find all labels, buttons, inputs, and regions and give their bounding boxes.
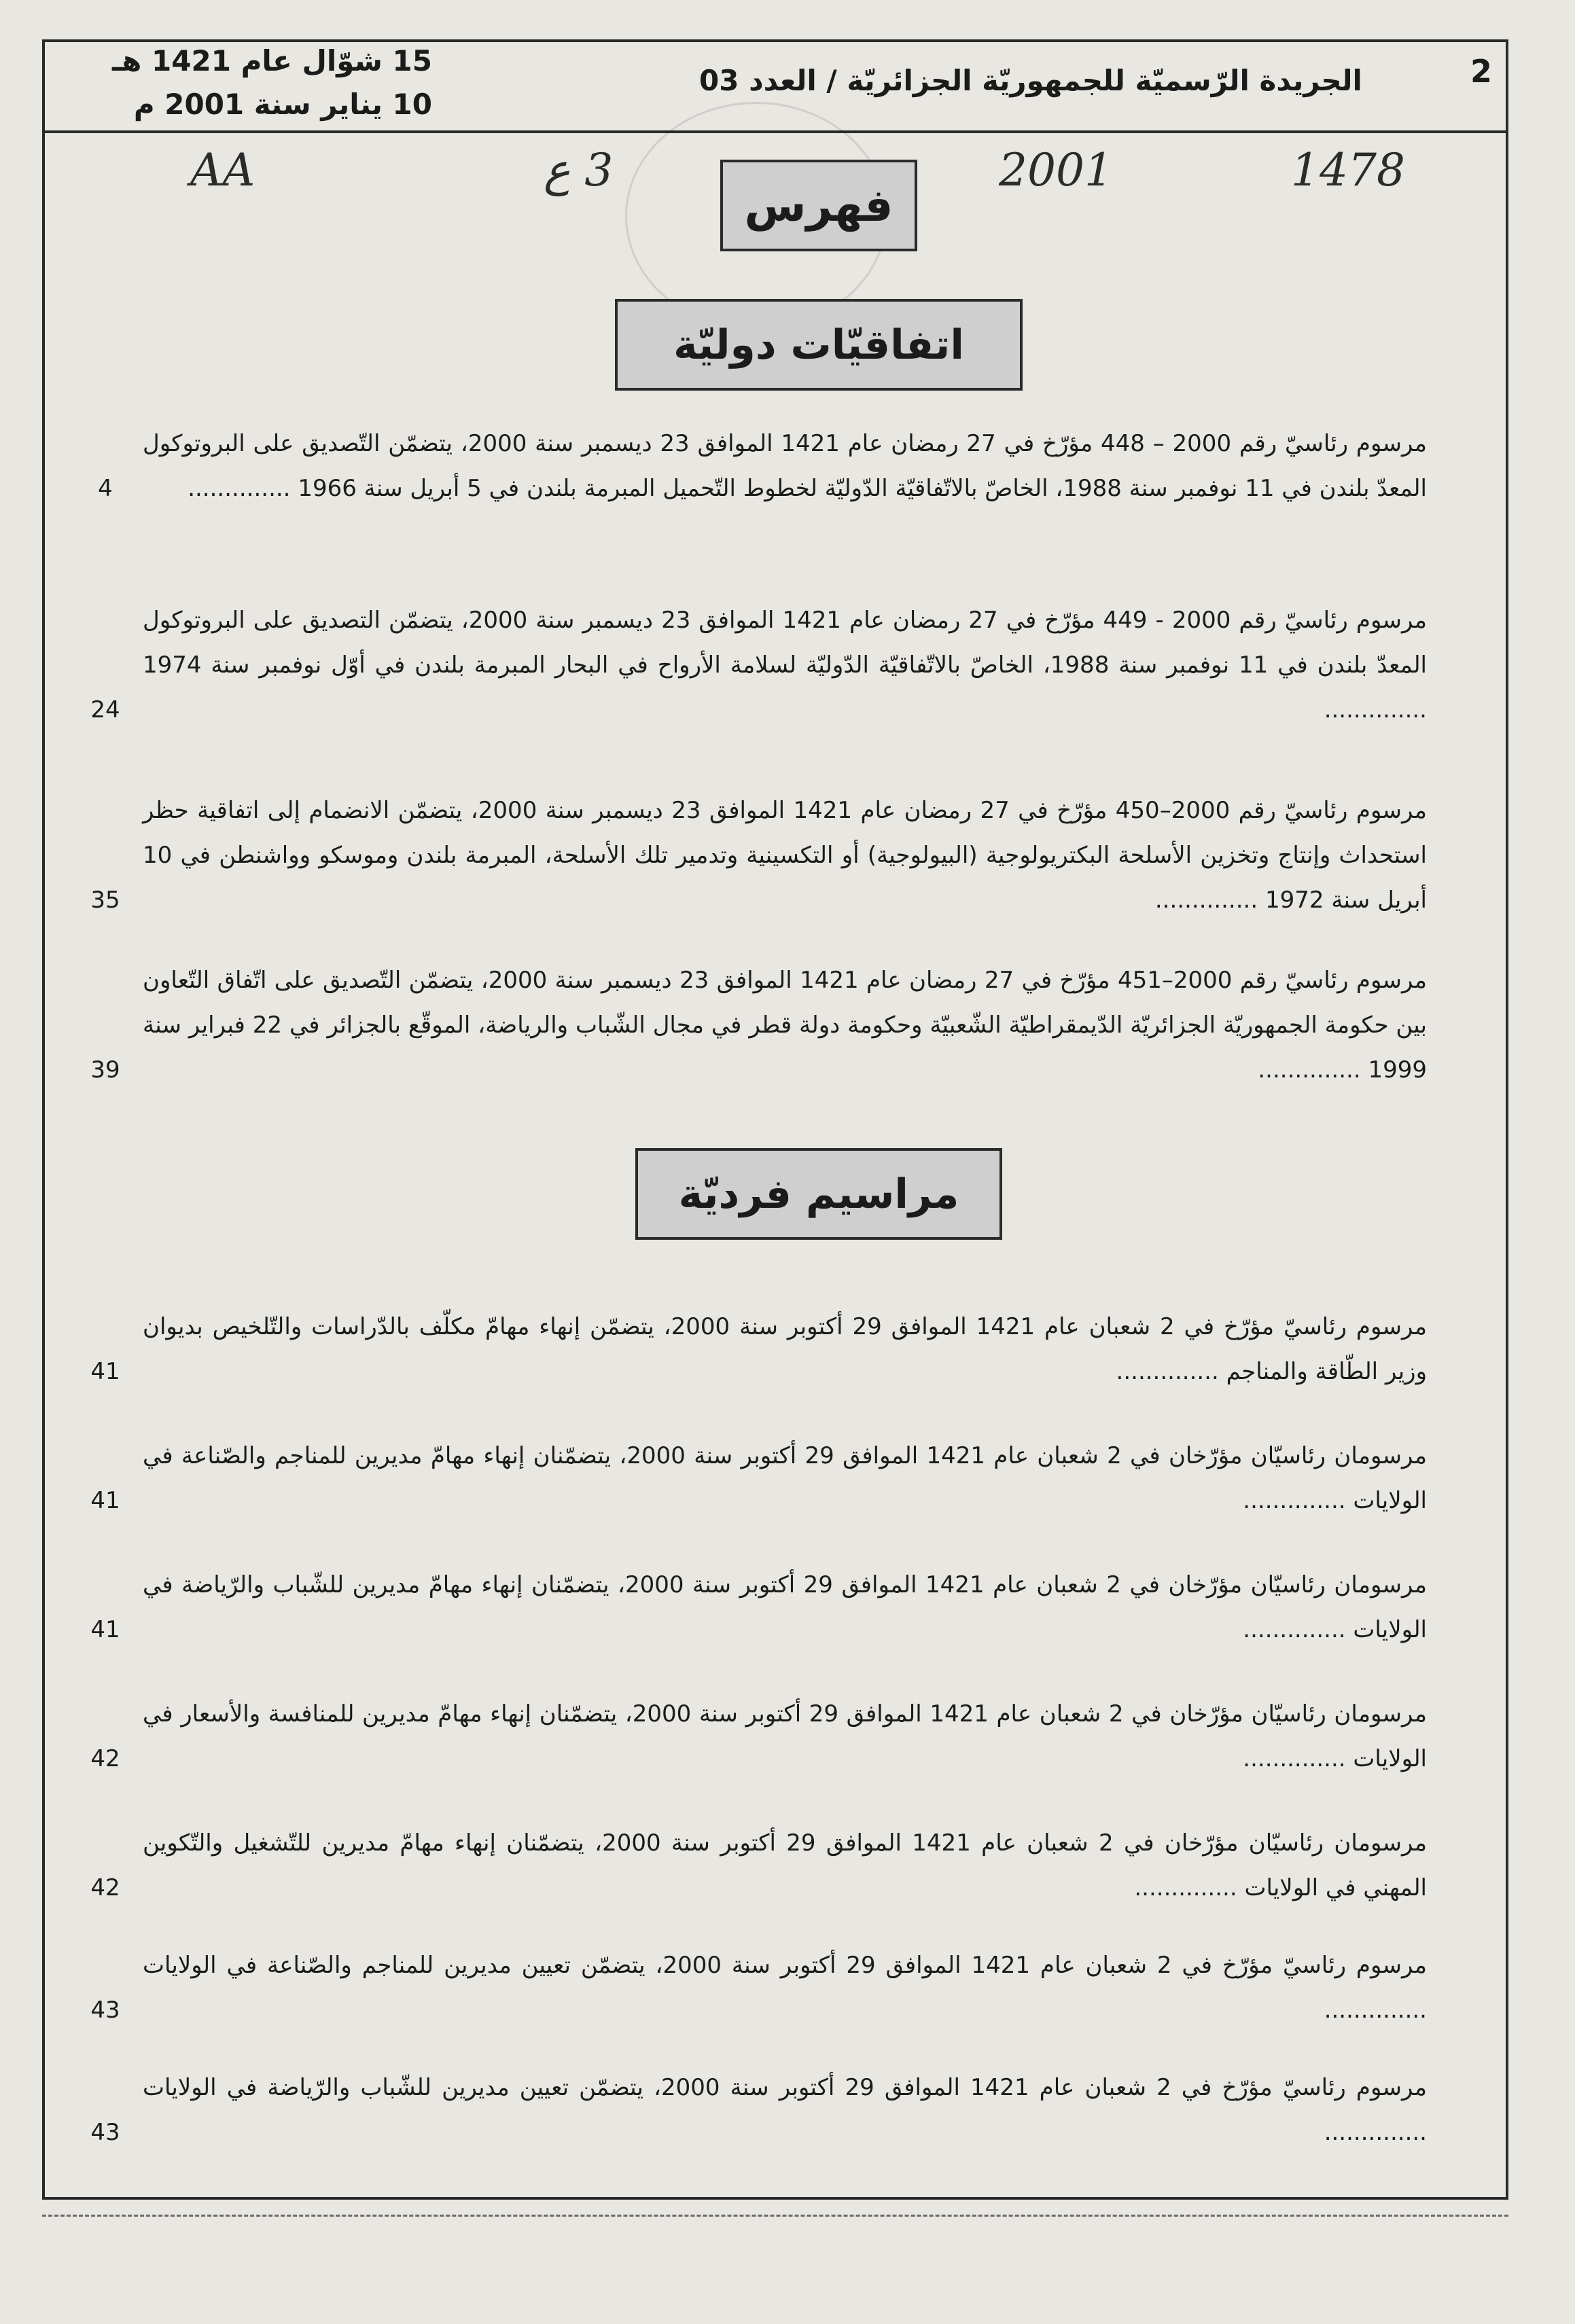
toc-entry[interactable] [61, 2065, 1427, 2155]
hijri-date: 15 شوّال عام 1421 هـ [111, 44, 432, 77]
toc-entry-page: 43 [90, 2119, 120, 2146]
toc-entry[interactable] [61, 1433, 1427, 1523]
toc-entry-page: 42 [90, 1745, 120, 1772]
toc-entry-page: 43 [90, 1997, 120, 2024]
toc-entry-page: 41 [90, 1487, 120, 1514]
handwritten-initials: AA [190, 144, 255, 196]
toc-entry[interactable] [61, 788, 1427, 923]
toc-entry-page: 41 [90, 1358, 120, 1385]
toc-entry-text: مرسوم رئاسيّ رقم 2000–451 مؤرّخ في 27 رمضان عام 1421 الموافق 23 ديسمبر سنة 2000، يتضمّن التّصديق على اتّفاق التّعاون بين حكومة الجمهوريّة الجزائريّة الدّيمقراطيّة الشّعبيّة وحكومة دولة قطر في مجال الشّباب والرياضة، الموقّع بالجزائر في 22 فبراير سنة 1999 .............. [143, 967, 1427, 1084]
handwritten-note: 3 ع [544, 144, 614, 196]
toc-entry-text: مرسوم رئاسيّ رقم 2000–450 مؤرّخ في 27 رمضان عام 1421 الموافق 23 ديسمبر سنة 2000، يتضمّن الانضمام إلى اتفاقية حظر استحداث وإنتاج وتخزين الأسلحة البكتريولوجية (البيولوجية) أو التكسينية وتدمير تلك الأسلحة، المبرمة بلندن وموسكو وواشنطن في 10 أبريل سنة 1972 .............. [143, 797, 1427, 914]
toc-entry-text: مرسومان رئاسيّان مؤرّخان في 2 شعبان عام 1421 الموافق 29 أكتوبر سنة 2000، يتضمّنان إنهاء مهامّ مديرين للشّباب والرّياضة في الولايات .............. [143, 1571, 1427, 1643]
toc-entry[interactable] [61, 1943, 1427, 2033]
toc-entry-page: 42 [90, 1874, 120, 1901]
page-number: 2 [1470, 53, 1492, 90]
toc-entry-page: 4 [98, 475, 113, 502]
toc-entry-text: مرسومان رئاسيّان مؤرّخان في 2 شعبان عام 1421 الموافق 29 أكتوبر سنة 2000، يتضمّنان إنهاء مهامّ مديرين للمناجم والصّناعة في الولايات .............. [143, 1442, 1427, 1514]
toc-entry[interactable] [61, 958, 1427, 1092]
toc-entry-text: مرسومان رئاسيّان مؤرّخان في 2 شعبان عام 1421 الموافق 29 أكتوبر سنة 2000، يتضمّنان إنهاء مهامّ مديرين للتّشغيل والتّكوين المهني في الولايات .............. [143, 1829, 1427, 1901]
gregorian-date: 10 يناير سنة 2001 م [133, 88, 432, 121]
toc-entry[interactable] [61, 1304, 1427, 1394]
toc-entry-text: مرسوم رئاسيّ مؤرّخ في 2 شعبان عام 1421 الموافق 29 أكتوبر سنة 2000، يتضمّن تعيين مديرين للمناجم والصّناعة في الولايات .............. [143, 1952, 1427, 2024]
header-dates [52, 39, 432, 126]
toc-entry-text: مرسومان رئاسيّان مؤرّخان في 2 شعبان عام 1421 الموافق 29 أكتوبر سنة 2000، يتضمّنان إنهاء مهامّ مديرين للمنافسة والأسعار في الولايات .............. [143, 1700, 1427, 1772]
handwritten-ref: 1478 [1291, 144, 1405, 196]
toc-entry-page: 35 [90, 887, 120, 914]
journal-title: الجريدة الرّسميّة للجمهوريّة الجزائريّة / العدد 03 [699, 64, 1362, 97]
toc-entry-text: مرسوم رئاسيّ رقم 2000 - 449 مؤرّخ في 27 رمضان عام 1421 الموافق 23 ديسمبر سنة 2000، يتضمّن التصديق على البروتوكول المعدّ بلندن في 11 نوفمبر سنة 1988، الخاصّ بالاتّفاقيّة الدّوليّة لسلامة الأرواح في البحار المبرمة بلندن في أوّل نوفمبر سنة 1974 .............. [143, 607, 1427, 723]
toc-entry-text: مرسوم رئاسيّ مؤرّخ في 2 شعبان عام 1421 الموافق 29 أكتوبر سنة 2000، يتضمّن تعيين مديرين للشّباب والرّياضة في الولايات .............. [143, 2074, 1427, 2146]
toc-entry[interactable] [61, 1562, 1427, 1652]
section-title-international: اتفاقيّات دوليّة [615, 299, 1023, 391]
toc-entry[interactable] [61, 1821, 1427, 1910]
toc-entry-page: 41 [90, 1616, 120, 1643]
toc-entry[interactable] [61, 598, 1427, 732]
toc-entry-page: 24 [90, 696, 120, 723]
toc-entry-text: مرسوم رئاسيّ مؤرّخ في 2 شعبان عام 1421 الموافق 29 أكتوبر سنة 2000، يتضمّن إنهاء مهامّ مكلّف بالدّراسات والتّلخيص بديوان وزير الطّاقة والمناجم .............. [143, 1313, 1427, 1385]
toc-entry[interactable] [61, 1692, 1427, 1781]
section-title-individual-decrees: مراسيم فرديّة [635, 1148, 1002, 1240]
toc-title: فهرس [720, 160, 917, 251]
handwritten-year: 2001 [999, 144, 1113, 196]
page-bottom-rule [42, 2215, 1508, 2217]
toc-entry-text: مرسوم رئاسيّ رقم 2000 – 448 مؤرّخ في 27 رمضان عام 1421 الموافق 23 ديسمبر سنة 2000، يتضمّن التّصديق على البروتوكول المعدّ بلندن في 11 نوفمبر سنة 1988، الخاصّ بالاتّفاقيّة الدّوليّة لخطوط التّحميل المبرمة بلندن في 5 أبريل سنة 1966 .............. [143, 430, 1427, 502]
toc-entry[interactable] [61, 421, 1427, 511]
toc-entry-page: 39 [90, 1056, 120, 1084]
